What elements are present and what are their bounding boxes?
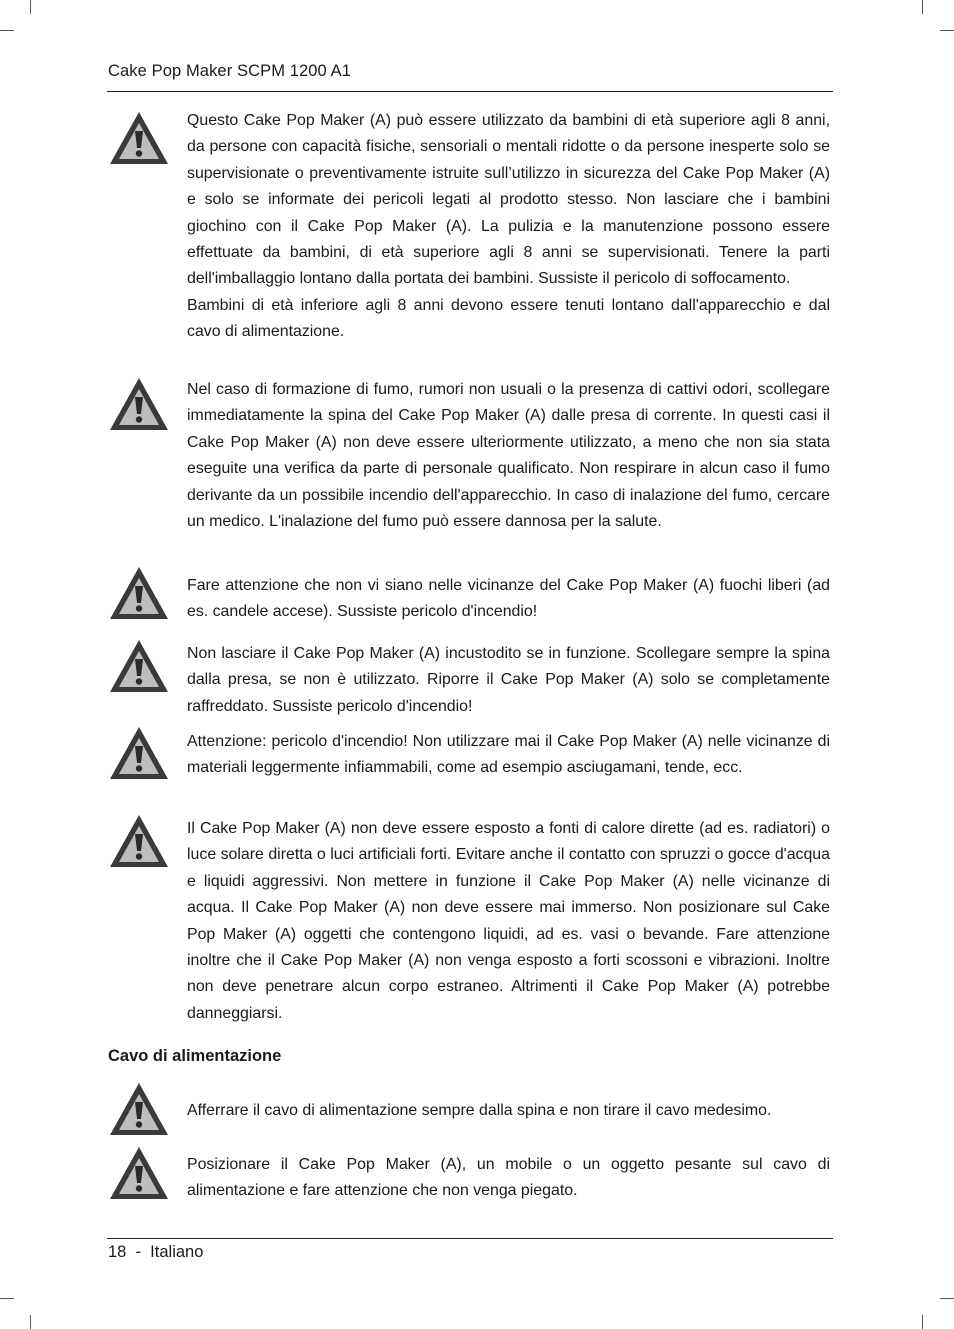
warning-text <box>187 1152 830 1205</box>
section-heading: Cavo di alimentazione <box>108 1047 282 1065</box>
footer-rule <box>107 1238 833 1239</box>
warning-paragraph: Afferrare il cavo di alimentazione sempre dalla spina e non tirare il cavo medesimo. <box>187 1102 772 1119</box>
crop-mark <box>922 0 923 14</box>
warning-paragraph: Posizionare il Cake Pop Maker (A), un mobile o un oggetto pesante sul cavo di alimentazione e fare attenzione che non venga piegato. <box>187 1156 830 1200</box>
warning-text <box>187 816 830 1027</box>
warning-triangle-icon <box>108 1081 170 1137</box>
warning-triangle-icon <box>108 638 170 694</box>
crop-mark <box>922 1315 923 1329</box>
warning-text <box>187 641 830 720</box>
crop-mark <box>940 1298 954 1299</box>
crop-mark <box>30 1315 31 1329</box>
warning-paragraph: Nel caso di formazione di fumo, rumori non usuali o la presenza di cattivi odori, scollegare immediatamente la spina del Cake Pop Maker (A) dalle presa di corrente. In questi casi il Cake Pop Maker (A) non deve essere ulteriormente utilizzato, a meno che non sia stata eseguite una verifica da parte di personale qualificato. Non respirare in alcun caso il fumo derivante da un possibile incendio dell'apparecchio. In caso di inalazione del fumo, cercare un medico. L'inalazione del fumo può essere dannosa per la salute. <box>187 381 830 531</box>
crop-mark <box>940 30 954 31</box>
warning-triangle-icon <box>108 376 170 432</box>
page-footer: 18 - Italiano <box>108 1243 204 1261</box>
header-rule <box>107 91 833 92</box>
warning-triangle-icon <box>108 1145 170 1201</box>
crop-mark <box>30 0 31 14</box>
warning-triangle-icon <box>108 565 170 621</box>
warning-text <box>187 108 830 346</box>
warning-paragraph: Attenzione: pericolo d'incendio! Non utilizzare mai il Cake Pop Maker (A) nelle vicinanze di materiali leggermente infiammabili, come ad esempio asciugamani, tende, ecc. <box>187 733 830 777</box>
warning-paragraph: Non lasciare il Cake Pop Maker (A) incustodito se in funzione. Scollegare sempre la spina dalla presa, se non è utilizzato. Riporre il Cake Pop Maker (A) solo se completamente raffreddato. Sussiste pericolo d'incendio! <box>187 645 830 715</box>
warning-triangle-icon <box>108 110 170 166</box>
crop-mark <box>0 30 14 31</box>
warning-text <box>187 1098 830 1124</box>
warning-triangle-icon <box>108 725 170 781</box>
warning-text <box>187 573 830 626</box>
warning-text <box>187 377 830 535</box>
warning-paragraph: Fare attenzione che non vi siano nelle vicinanze del Cake Pop Maker (A) fuochi liberi (ad es. candele accese). Sussiste pericolo d'incendio! <box>187 577 830 621</box>
warning-paragraph: Bambini di età inferiore agli 8 anni devono essere tenuti lontano dall'apparecchio e dal cavo di alimentazione. <box>187 296 830 341</box>
warning-text <box>187 729 830 782</box>
warning-triangle-icon <box>108 813 170 869</box>
warning-paragraph: Il Cake Pop Maker (A) non deve essere esposto a fonti di calore dirette (ad es. radiatori) o luce solare diretta o luci artificiali forti. Evitare anche il contatto con spruzzi o gocce d'acqua e liquidi aggressivi. Non mettere in funzione il Cake Pop Maker (A) nelle vicinanze di acqua. Il Cake Pop Maker (A) non deve essere mai immerso. Non posizionare sul Cake Pop Maker (A) oggetti che contengono liquidi, ad es. vasi o bevande. Fare attenzione inoltre che il Cake Pop Maker (A) non venga esposto a forti scossoni e vibrazioni. Inoltre non deve penetrare alcun corpo estraneo. Altrimenti il Cake Pop Maker (A) potrebbe danneggiarsi. <box>187 820 830 1022</box>
page-header-title: Cake Pop Maker SCPM 1200 A1 <box>108 62 351 80</box>
warning-paragraph: Questo Cake Pop Maker (A) può essere utilizzato da bambini di età superiore agli 8 anni, da persone con capacità fisiche, sensoriali o mentali ridotte o da persone inesperte solo se supervisionate o preventivamente istruite sull’utilizzo in sicurezza del Cake Pop Maker (A) e solo se informate dei pericoli legati al prodotto stesso. Non lasciare che i bambini giochino con il Cake Pop Maker (A). La pulizia e la manutenzione possono essere effettuate da bambini, di età superiore agli 8 anni se supervisionati. Tenere la parti dell'imballaggio lontano dalla portata dei bambini. Sussiste il pericolo di soffocamento. <box>187 112 830 288</box>
crop-mark <box>0 1298 14 1299</box>
